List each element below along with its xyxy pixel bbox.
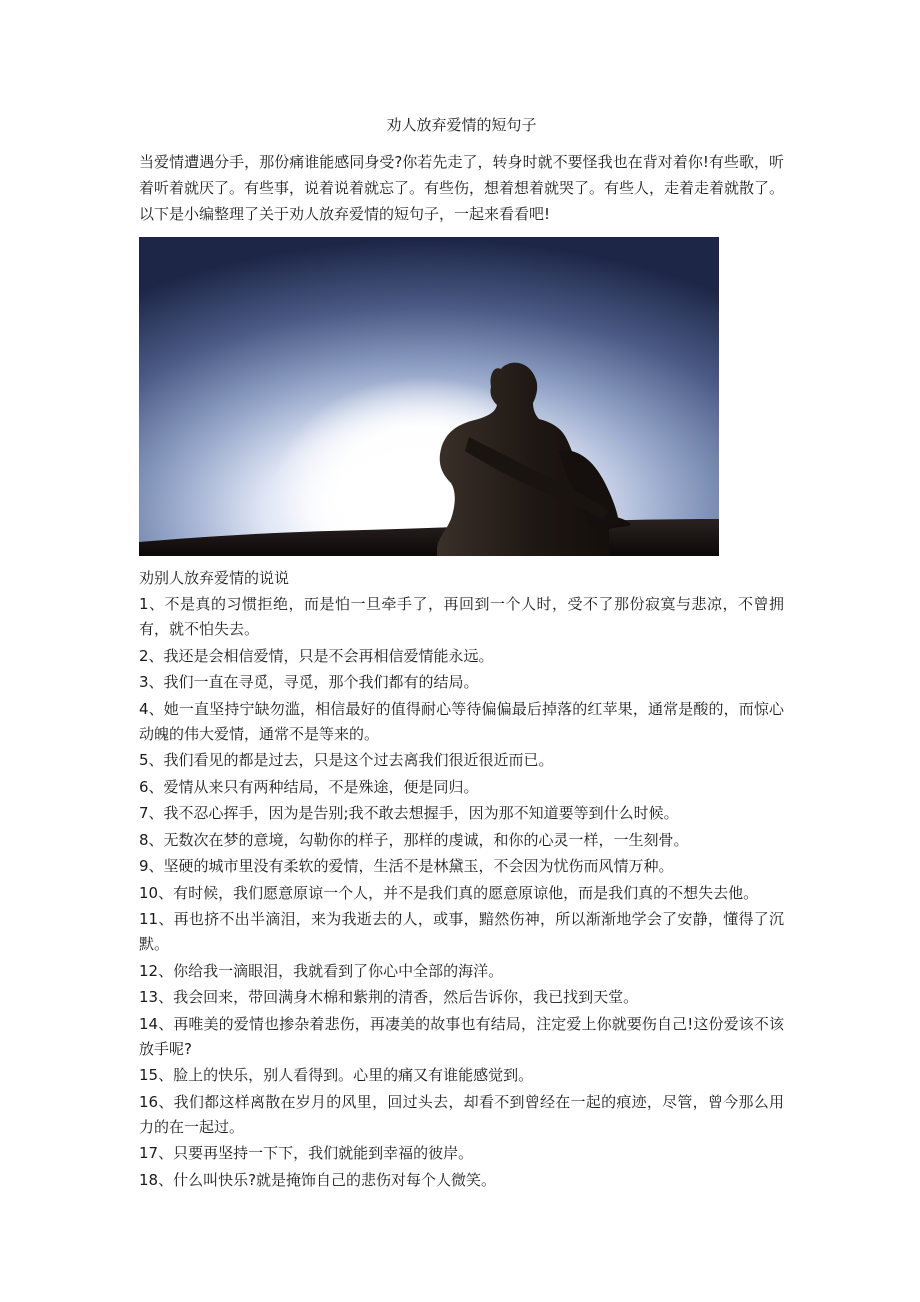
list-item: 9、坚硬的城市里没有柔软的爱情，生活不是林黛玉，不会因为忧伤而风情万种。 [139, 857, 674, 875]
list-item: 2、我还是会相信爱情，只是不会再相信爱情能永远。 [139, 646, 494, 665]
list-item: 12、你给我一滴眼泪，我就看到了你心中全部的海洋。 [139, 961, 504, 980]
list-item: 18、什么叫快乐?就是掩饰自己的悲伤对每个人微笑。 [139, 1170, 497, 1189]
list-item: 10、有时候，我们愿意原谅一个人，并不是我们真的愿意原谅他，而是我们真的不想失去他。 [139, 883, 759, 902]
list-item: 16、我们都这样离散在岁月的风里，回过头去，却看不到曾经在一起的痕迹，尽管，曾今那么用力的在一起过。 [139, 1092, 784, 1136]
list-item: 7、我不忍心挥手，因为是告别;我不敢去想握手，因为那不知道要等到什么时候。 [139, 804, 679, 822]
section-heading: 劝别人放弃爱情的说说 [139, 569, 290, 587]
list-item: 14、再唯美的爱情也掺杂着悲伤，再凄美的故事也有结局，注定爱上你就要伤自己!这份爱该不该放手呢? [139, 1014, 784, 1058]
list-item: 15、脸上的快乐，别人看得到。心里的痛又有谁能感觉到。 [139, 1066, 534, 1084]
list-item: 11、再也挤不出半滴泪，来为我逝去的人，或事，黯然伤神，所以渐渐地学会了安静，懂得了沉默。 [139, 910, 784, 953]
list-item: 8、无数次在梦的意境，勾勒你的样子，那样的虔诚，和你的心灵一样，一生刻骨。 [139, 830, 689, 849]
quote-list [139, 592, 784, 1194]
intro-paragraph: 当爱情遭遇分手，那份痛谁能感同身受?你若先走了，转身时就不要怪我也在背对着你!有些歌，听着听着就厌了。有些事，说着说着就忘了。有些伤，想着想着就哭了。有些人，走着走着就散了。以下是小编整理了关于劝人放弃爱情的短句子，一起来看看吧! [139, 153, 785, 223]
list-item: 5、我们看见的都是过去，只是这个过去离我们很近很近而已。 [139, 751, 554, 769]
list-item: 17、只要再坚持一下下，我们就能到幸福的彼岸。 [139, 1144, 474, 1162]
silhouette-photo [139, 237, 719, 556]
list-item: 3、我们一直在寻觅，寻觅，那个我们都有的结局。 [139, 673, 479, 691]
list-item: 1、不是真的习惯拒绝，而是怕一旦牵手了，再回到一个人时，受不了那份寂寞与悲凉，不曾拥有，就不怕失去。 [139, 595, 784, 638]
list-item: 13、我会回来，带回满身木棉和紫荆的清香，然后告诉你，我已找到天堂。 [139, 988, 639, 1006]
list-item: 6、爱情从来只有两种结局，不是殊途，便是同归。 [139, 777, 479, 796]
list-item: 4、她一直坚持宁缺勿滥，相信最好的值得耐心等待偏偏最后掉落的红苹果，通常是酸的，而惊心动魄的伟大爱情，通常不是等来的。 [139, 699, 784, 743]
document-title: 劝人放弃爱情的短句子 [386, 116, 537, 134]
